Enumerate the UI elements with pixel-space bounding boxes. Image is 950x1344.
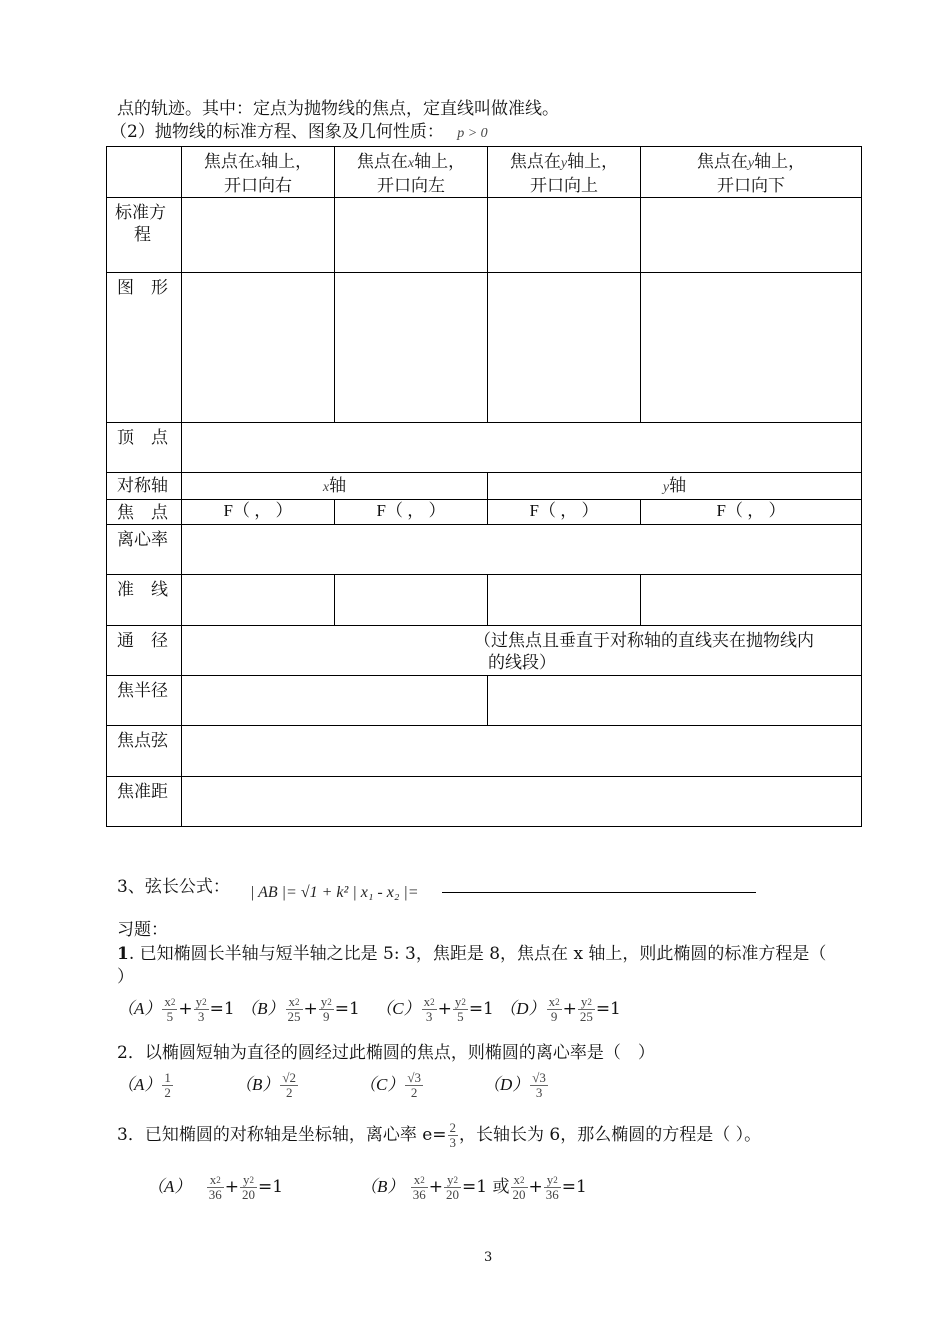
option-label: （A） bbox=[117, 999, 162, 1018]
row-label-graph: 图 形 bbox=[107, 273, 182, 423]
option-label: （B） bbox=[235, 1075, 280, 1094]
focus-cell: F（ ， ） bbox=[641, 500, 862, 525]
blank-cell bbox=[335, 198, 488, 273]
frac-num: y bbox=[454, 994, 462, 1009]
header-text: 轴上， bbox=[754, 152, 806, 172]
blank-cell bbox=[488, 575, 641, 626]
table-row-vertex bbox=[107, 423, 862, 473]
option-tail: =1 bbox=[209, 999, 235, 1019]
blank-cell bbox=[335, 575, 488, 626]
frac-den: 3 bbox=[535, 1085, 543, 1100]
chord-formula-label: 3、弦长公式： bbox=[117, 877, 230, 897]
q1-body: . 已知椭圆长半轴与短半轴之比是 5: 3，焦距是 8，焦点在 x 轴上，则此椭圆的标准方程是（ bbox=[128, 944, 827, 964]
row-label-focus-directrix-dist: 焦准距 bbox=[107, 777, 182, 827]
table-row-standard-eq bbox=[107, 198, 862, 273]
fraction bbox=[448, 1121, 459, 1150]
frac-num: 2 bbox=[449, 1120, 457, 1135]
option-label: （B） bbox=[360, 1177, 405, 1196]
q2-option-a bbox=[117, 1070, 235, 1100]
axis-y-cell bbox=[488, 473, 862, 500]
axis-var: x bbox=[322, 480, 330, 495]
q1-text bbox=[117, 943, 826, 965]
frac-num: √3 bbox=[532, 1070, 546, 1085]
fraction: $\frac{y^2}{9}$ bbox=[320, 994, 332, 1024]
option-label: （A） bbox=[117, 1075, 162, 1094]
table-row-latus-rectum bbox=[107, 626, 862, 676]
focus-cell: F（ ， ） bbox=[182, 500, 335, 525]
frac-num: √3 bbox=[407, 1070, 421, 1085]
fraction: $\frac{y^2}{20}$ bbox=[446, 1172, 460, 1202]
blank-cell bbox=[641, 198, 862, 273]
focus-cell: F（ ， ） bbox=[488, 500, 641, 525]
header-text: 轴上， bbox=[261, 152, 313, 172]
q1-option-a: （A） $\frac{x^2}{5}$ + $\frac{y^2}{3}$ =1 bbox=[117, 994, 235, 1024]
frac-den: 20 bbox=[242, 1187, 256, 1202]
q1-options bbox=[117, 994, 621, 1024]
table-row-focal-radius bbox=[107, 676, 862, 726]
latus-note-line1: （过焦点且垂直于对称轴的直线夹在抛物线内 bbox=[474, 631, 814, 651]
frac-num: y bbox=[320, 994, 328, 1009]
section2-condition: p > 0 bbox=[457, 126, 488, 141]
fraction bbox=[280, 1071, 298, 1100]
frac-num: y bbox=[580, 994, 588, 1009]
blank-cell bbox=[182, 777, 862, 827]
frac-den: 36 bbox=[208, 1187, 222, 1202]
q2-option-b bbox=[235, 1070, 359, 1100]
q2-options bbox=[117, 1070, 549, 1100]
blank-cell bbox=[641, 575, 862, 626]
focus-cell: F（ ， ） bbox=[335, 500, 488, 525]
fraction bbox=[405, 1071, 423, 1100]
row-label-focal-radius: 焦半径 bbox=[107, 676, 182, 726]
option-tail: =1 bbox=[595, 999, 621, 1019]
option-tail: =1 bbox=[258, 1177, 284, 1197]
frac-den: 5 bbox=[457, 1009, 464, 1024]
blank-cell bbox=[182, 676, 488, 726]
frac-den: 3 bbox=[197, 1009, 205, 1024]
frac-den: 3 bbox=[449, 1135, 457, 1150]
header-cell-up bbox=[488, 147, 641, 198]
fraction: $\frac{x^2}{9}$ bbox=[548, 994, 560, 1024]
blank-cell bbox=[488, 676, 862, 726]
header-text: 开口向右 bbox=[224, 176, 292, 196]
frac-den: 9 bbox=[323, 1009, 330, 1024]
blank-cell bbox=[182, 726, 862, 777]
blank-cell bbox=[182, 273, 335, 423]
section2-title-text: （2）抛物线的标准方程、图象及几何性质： bbox=[110, 122, 444, 142]
row-label-eccentricity: 离心率 bbox=[107, 525, 182, 575]
header-text: 轴上， bbox=[567, 152, 619, 172]
answer-blank-line bbox=[442, 892, 756, 893]
header-cell-right bbox=[182, 147, 335, 198]
q3-text-post: ，长轴长为 6，那么椭圆的方程是（ ）。 bbox=[459, 1125, 762, 1145]
q1-number: 1 bbox=[117, 944, 129, 964]
latus-note-line2: 的线段） bbox=[488, 653, 556, 673]
intro-line: 点的轨迹。其中：定点为抛物线的焦点，定直线叫做准线。 bbox=[117, 99, 559, 119]
fraction: $\frac{y^2}{20}$ bbox=[242, 1172, 256, 1202]
row-label-focus: 焦 点 bbox=[107, 500, 182, 525]
axis-x-cell bbox=[182, 473, 488, 500]
option-label: （B） bbox=[240, 999, 285, 1018]
header-var: x bbox=[254, 156, 262, 171]
q2-option-c bbox=[359, 1070, 483, 1100]
table-row-directrix bbox=[107, 575, 862, 626]
header-text: 焦点在 bbox=[696, 152, 748, 172]
fraction: $\frac{y^2}{25}$ bbox=[579, 994, 593, 1024]
header-text: 开口向左 bbox=[377, 176, 445, 196]
option-label: （C） bbox=[359, 1075, 405, 1094]
blank-cell bbox=[488, 273, 641, 423]
option-tail: =1 bbox=[334, 999, 360, 1019]
q1-option-d: （D） $\frac{x^2}{9}$ + $\frac{y^2}{25}$ =1 bbox=[499, 994, 621, 1024]
q2-text: 2．以椭圆短轴为直径的圆经过此椭圆的焦点，则椭圆的离心率是（ ） bbox=[117, 1043, 655, 1063]
frac-num: x bbox=[288, 994, 295, 1009]
row-label-text: 标准方 bbox=[115, 203, 166, 223]
blank-cell bbox=[488, 198, 641, 273]
exercises-title: 习题： bbox=[117, 920, 168, 940]
row-label-standard-eq bbox=[107, 198, 182, 273]
option-tail: =1 bbox=[468, 999, 494, 1019]
frac-den: 25 bbox=[287, 1009, 301, 1024]
frac-den: 2 bbox=[285, 1085, 293, 1100]
blank-cell bbox=[641, 273, 862, 423]
q3-option-b: （B） $\frac{x^2}{36}$ + $\frac{y^2}{20}$ =1 或 $\frac{x^2}{20}$ + $\frac{y^2}{36}$ =1 bbox=[360, 1172, 587, 1202]
parabola-properties-table bbox=[106, 146, 862, 827]
fraction bbox=[530, 1071, 548, 1100]
frac-den: 20 bbox=[512, 1187, 526, 1202]
frac-den: 25 bbox=[579, 1009, 593, 1024]
frac-num: y bbox=[195, 994, 203, 1009]
header-var: x bbox=[407, 156, 415, 171]
q1-option-c: （C） $\frac{x^2}{3}$ + $\frac{y^2}{5}$ =1 bbox=[375, 994, 494, 1024]
table-row-focus-directrix-dist bbox=[107, 777, 862, 827]
frac-num: x bbox=[548, 994, 556, 1009]
fraction: $\frac{x^2}{20}$ bbox=[512, 1172, 526, 1202]
page-number: 3 bbox=[484, 1250, 493, 1265]
blank-cell bbox=[182, 575, 335, 626]
header-var: y bbox=[747, 156, 755, 171]
row-label-latus-rectum: 通 径 bbox=[107, 626, 182, 676]
row-label-vertex: 顶 点 bbox=[107, 423, 182, 473]
fraction: $\frac{x^2}{3}$ bbox=[423, 994, 435, 1024]
frac-num: x bbox=[164, 994, 171, 1009]
table-row-graph bbox=[107, 273, 862, 423]
table-row-focus bbox=[107, 500, 862, 525]
blank-cell bbox=[182, 525, 862, 575]
row-label-focal-chord: 焦点弦 bbox=[107, 726, 182, 777]
frac-den: 2 bbox=[410, 1085, 418, 1100]
table-header-row bbox=[107, 147, 862, 198]
option-label: （A） bbox=[147, 1177, 192, 1196]
frac-den: 20 bbox=[446, 1187, 460, 1202]
chord-formula: | AB |= √1 + k² | x₁ - x₂ |= bbox=[250, 884, 419, 901]
header-text: 开口向下 bbox=[717, 176, 785, 196]
option-label: （D） bbox=[483, 1075, 530, 1094]
row-label-text: 程 bbox=[134, 225, 151, 245]
header-text: 焦点在 bbox=[509, 152, 561, 172]
frac-den: 2 bbox=[164, 1085, 171, 1100]
header-corner-cell bbox=[107, 147, 182, 198]
q3-option-a: （A） $\frac{x^2}{36}$ + $\frac{y^2}{20}$ =1 bbox=[147, 1172, 284, 1202]
axis-label: 轴 bbox=[669, 476, 687, 496]
header-text: 轴上， bbox=[414, 152, 466, 172]
fraction: $\frac{x^2}{36}$ bbox=[208, 1172, 222, 1202]
blank-cell bbox=[335, 273, 488, 423]
q1-option-b: （B） $\frac{x^2}{25}$ + $\frac{y^2}{9}$ =1 bbox=[240, 994, 360, 1024]
frac-den: 9 bbox=[550, 1009, 558, 1024]
header-cell-left bbox=[335, 147, 488, 198]
option-tail: =1 bbox=[561, 1177, 587, 1197]
fraction: $\frac{x^2}{36}$ bbox=[412, 1172, 426, 1202]
q3-text-pre: 3．已知椭圆的对称轴是坐标轴，离心率 e= bbox=[117, 1125, 447, 1145]
frac-den: 36 bbox=[412, 1187, 426, 1202]
header-text: 焦点在 bbox=[203, 152, 255, 172]
option-label: （C） bbox=[375, 999, 421, 1018]
table-row-focal-chord bbox=[107, 726, 862, 777]
row-label-directrix: 准 线 bbox=[107, 575, 182, 626]
section2-title bbox=[110, 121, 488, 145]
fraction: $\frac{y^2}{5}$ bbox=[454, 994, 466, 1024]
latus-note-cell bbox=[182, 626, 862, 676]
frac-den: 3 bbox=[425, 1009, 433, 1024]
q2-option-d bbox=[483, 1070, 549, 1100]
blank-cell bbox=[182, 198, 335, 273]
table-row-symmetry-axis bbox=[107, 473, 862, 500]
fraction: $\frac{x^2}{25}$ bbox=[287, 994, 301, 1024]
q3-text bbox=[117, 1120, 761, 1150]
header-var: y bbox=[560, 156, 568, 171]
fraction: $\frac{x^2}{5}$ bbox=[164, 994, 176, 1024]
fraction bbox=[162, 1071, 173, 1100]
fraction: $\frac{y^2}{36}$ bbox=[545, 1172, 559, 1202]
frac-num: 1 bbox=[164, 1070, 171, 1085]
option-label: （D） bbox=[499, 999, 546, 1018]
row-label-symmetry-axis: 对称轴 bbox=[107, 473, 182, 500]
axis-label: 轴 bbox=[329, 476, 347, 496]
fraction: $\frac{y^2}{3}$ bbox=[195, 994, 207, 1024]
blank-cell bbox=[182, 423, 862, 473]
frac-num: √2 bbox=[282, 1070, 297, 1085]
table-row-eccentricity bbox=[107, 525, 862, 575]
axis-var: y bbox=[662, 480, 670, 495]
frac-den: 36 bbox=[545, 1187, 559, 1202]
frac-den: 5 bbox=[166, 1009, 174, 1024]
q1-text-end: ） bbox=[117, 967, 134, 987]
header-text: 开口向上 bbox=[530, 176, 598, 196]
header-cell-down bbox=[641, 147, 862, 198]
header-text: 焦点在 bbox=[356, 152, 408, 172]
frac-num: x bbox=[423, 994, 431, 1009]
option-tail: =1 或 bbox=[462, 1177, 510, 1197]
